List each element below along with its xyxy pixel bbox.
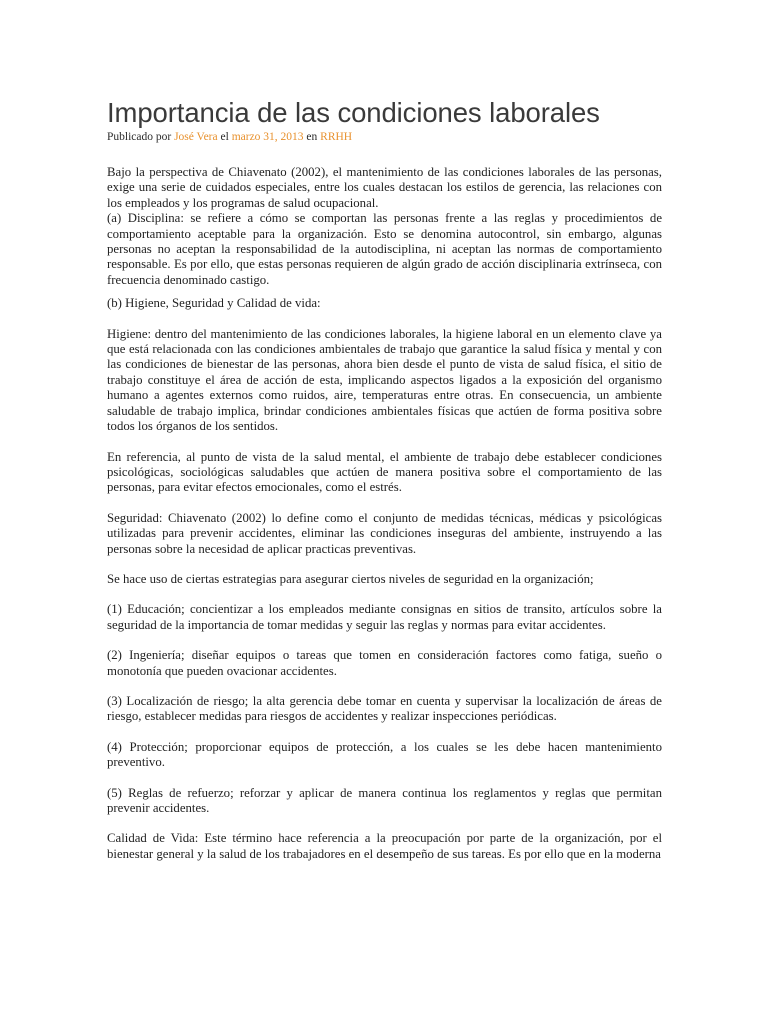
paragraph-disciplina: (a) Disciplina: se refiere a cómo se comportan las personas frente a las reglas y procedimientos de comportamiento aceptable para la organización. Esto se denomina autocontrol, sin embargo, algunas personas no aceptan la responsabilidad de la autodisciplina, ni aceptan las normas de comportamiento responsable. Es por ello, que estas personas requieren de algún grado de acción disciplinaria extrínseca, con frecuencia denominado castigo. [107,211,662,287]
list-item-proteccion: (4) Protección; proporcionar equipos de protección, a los cuales se les debe hacen mantenimiento preventivo. [107,739,662,770]
byline-on: el [220,131,229,143]
paragraph-intro: Bajo la perspectiva de Chiavenato (2002), el mantenimiento de las condiciones laborales de las personas, exige una serie de cuidados especiales, entre los cuales destacan los estilos de gerencia, las relaciones con los empleados y los programas de salud ocupacional. [107,165,662,210]
date-link[interactable]: marzo 31, 2013 [231,131,304,143]
list-item-ingenieria: (2) Ingeniería; diseñar equipos o tareas que tomen en consideración factores como fatiga, sueño o monotonía que pueden ovacionar accidentes. [107,648,662,678]
byline-in: en [306,131,318,143]
list-item-localizacion: (3) Localización de riesgo; la alta gerencia debe tomar en cuenta y supervisar la localización de áreas de riesgo, establecer medidas para riesgos de accidentes y realizar inspecciones periódicas. [107,693,662,724]
paragraph-subheading-higiene: (b) Higiene, Seguridad y Calidad de vida: [107,296,321,311]
article [107,96,662,862]
category-link[interactable]: RRHH [320,131,353,143]
paragraph-higiene: Higiene: dentro del mantenimiento de las condiciones laborales, la higiene laboral en un elemento clave ya que está relacionada con las condiciones ambientales de trabajo que garantice la salud física y mental y con las condiciones de bienestar de las personas, ahora bien desde el punto de vista de salud física, el sitio de trabajo constituye el área de acción de esta, implicando aspectos ligados a la exposición del organismo humano a agentes externos como ruidos, aire, temperaturas entre otras. En consecuencia, un ambiente saludable de trabajo implica, brindar condiciones ambientales físicas que actúen de forma positiva sobre todos los órganos de los sentidos. [107,326,662,434]
byline [107,130,662,144]
paragraph-salud-mental: En referencia, al punto de vista de la salud mental, el ambiente de trabajo debe establecer condiciones psicológicas, sociológicas saludables que actúen de manera positiva sobre el comportamiento de las personas, para evitar efectos emocionales, como el estrés. [107,449,662,495]
list-item-reglas: (5) Reglas de refuerzo; reforzar y aplicar de manera continua los reglamentos y reglas que permitan prevenir accidentes. [107,785,662,815]
paragraph-calidad-de-vida: Calidad de Vida: Este término hace referencia a la preocupación por parte de la organización, por el bienestar general y la salud de los trabajadores en el desempeño de sus tareas. Es por ello que en la moderna [107,831,662,861]
paragraph-seguridad: Seguridad: Chiavenato (2002) lo define como el conjunto de medidas técnicas, médicas y psicológicas utilizadas para prevenir accidentes, eliminar las condiciones inseguras del ambiente, instruyendo a las personas sobre la necesidad de aplicar practicas preventivas. [107,510,662,556]
list-item-educacion: (1) Educación; concientizar a los empleados mediante consignas en sitios de transito, artículos sobre la seguridad de la importancia de tomar medidas y seguir las reglas y normas para evitar accidentes. [107,602,662,632]
article-body [107,165,662,862]
byline-published-by: Publicado por [107,131,172,143]
author-link[interactable]: José Vera [174,131,218,143]
paragraph-estrategias: Se hace uso de ciertas estrategias para asegurar ciertos niveles de seguridad en la organización; [107,571,594,586]
article-title: Importancia de las condiciones laborales [107,97,600,128]
